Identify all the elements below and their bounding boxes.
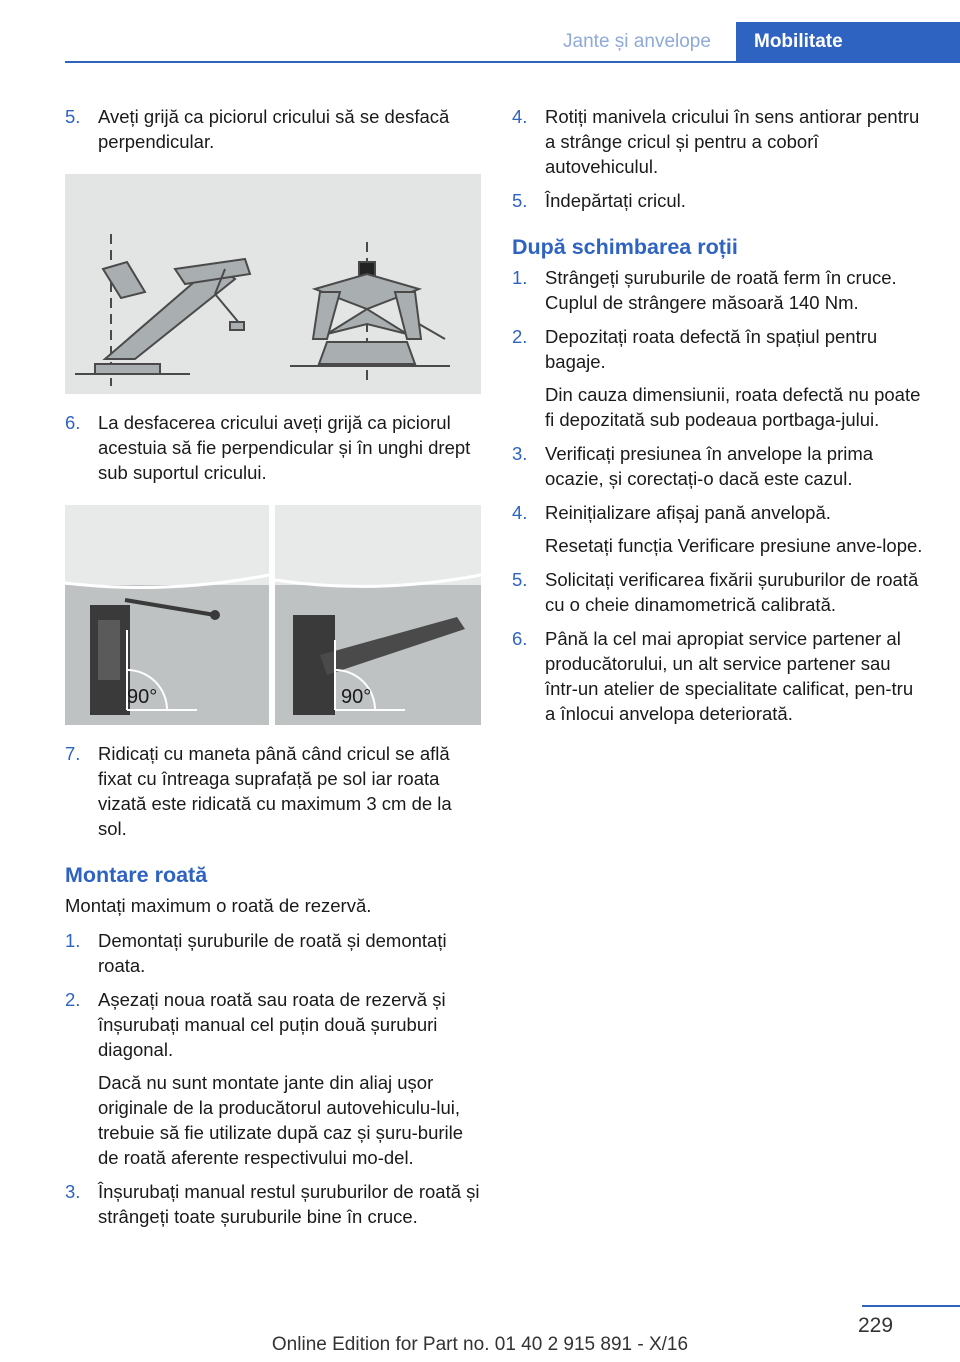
montare-step-2 <box>65 987 481 1170</box>
step-text: Depozitați roata defectă în spațiul pentru bagaje. <box>545 326 878 372</box>
step-number: 6. <box>65 412 81 433</box>
step-text: Aveți grijă ca piciorul cricului să se desfacă perpendicular. <box>98 106 450 152</box>
dupa-step-4 <box>512 500 928 558</box>
continued-step-4 <box>512 104 928 179</box>
page-number: 229 <box>858 1314 894 1337</box>
montare-intro: Montați maximum o roată de rezervă. <box>65 895 372 916</box>
dupa-step-3 <box>512 441 928 491</box>
step-text: Solicitați verificarea fixării șuruburilor de roată cu o cheie dinamometrică calibrată. <box>545 569 919 615</box>
step-number: 3. <box>65 1181 81 1202</box>
step-note: Din cauza dimensiunii, roata defectă nu poate fi depozitată sub podeaua portbaga-jului. <box>545 384 921 430</box>
step-number: 5. <box>65 106 81 127</box>
dupa-step-1 <box>512 265 928 315</box>
montare-step-3 <box>65 1179 481 1229</box>
step-text: Reinițializare afișaj pană anvelopă. <box>545 502 831 523</box>
dupa-step-5 <box>512 567 928 617</box>
step-number: 1. <box>512 267 528 288</box>
angle-label-right: 90° <box>341 686 372 708</box>
jack-front-view <box>290 242 450 386</box>
step-number: 4. <box>512 106 528 127</box>
step-text: Înșurubați manual restul șuruburilor de roată și strângeți toate șuruburile bine în cruce. <box>98 1181 480 1227</box>
continued-step-5 <box>512 188 928 213</box>
step-number: 7. <box>65 743 81 764</box>
angle-panel-left <box>65 505 269 725</box>
header-rule <box>65 61 960 63</box>
step-5-item <box>65 104 481 154</box>
step-text: Rotiți manivela cricului în sens antiorar pentru a strânge cricul și pentru a coborî autovehiculul. <box>545 106 920 177</box>
step-text: Așezați noua roată sau roata de rezervă și înșurubați manual cel puțin două șuruburi diagonal. <box>98 989 446 1060</box>
step-text: Demontați șuruburile de roată și demontați roata. <box>98 930 447 976</box>
step-6-item <box>65 410 481 485</box>
step-number: 5. <box>512 190 528 211</box>
step-text: Îndepărtați cricul. <box>545 190 686 211</box>
step-text: Verificați presiunea în anvelope la prima ocazie, și corectați-o dacă este cazul. <box>545 443 874 489</box>
step-number: 5. <box>512 569 528 590</box>
angle-panel-right <box>275 505 481 725</box>
step-text: Până la cel mai apropiat service partener al producătorului, un alt service partener sau într-un atelier de specialitate calificat, pen-tru a înlocui anvelopa deteriorată. <box>545 628 914 724</box>
edition-footer: Online Edition for Part no. 01 40 2 915 891 - X/16 <box>271 1334 689 1355</box>
angle-label-left: 90° <box>127 686 158 708</box>
step-text: La desfacerea cricului aveți grijă ca piciorul acestuia să fie perpendicular și în unghi drept sub suportul cricului. <box>98 412 471 483</box>
step-number: 4. <box>512 502 528 523</box>
dupa-step-6 <box>512 626 928 726</box>
section-heading-montare: Montare roată <box>65 863 208 887</box>
right-column <box>512 104 928 735</box>
step-note: Resetați funcția Verificare presiune anve-lope. <box>545 535 923 556</box>
step-number: 2. <box>65 989 81 1010</box>
step-number: 3. <box>512 443 528 464</box>
step-note: Dacă nu sunt montate jante din aliaj ușor originale de la producătorul autovehiculu-lui, trebuie să fie utilizate după caz și șuru-burile de roată aferente respectivului mo-del. <box>98 1072 464 1168</box>
step-text: Ridicați cu maneta până când cricul se află fixat cu întreaga suprafață pe sol iar roata vizată este ridicată cu maximum 3 cm de la sol. <box>98 743 452 839</box>
jack-angle-photo <box>65 505 481 725</box>
step-7-item <box>65 741 481 841</box>
step-text: Strângeți șuruburile de roată ferm în cruce. Cuplul de strângere măsoară 140 Nm. <box>545 267 897 313</box>
footer-rule <box>862 1305 960 1307</box>
left-column <box>65 104 481 1238</box>
header-chapter-tab: Mobilitate <box>736 22 960 62</box>
jack-leg-illustration <box>65 174 481 394</box>
section-heading-dupa: După schimbarea roții <box>512 235 738 259</box>
jack-angle-illustration <box>65 505 481 725</box>
step-number: 6. <box>512 628 528 649</box>
jack-side-view <box>75 234 250 386</box>
dupa-step-2 <box>512 324 928 432</box>
step-number: 1. <box>65 930 81 951</box>
header-section-title: Jante și anvelope <box>563 31 711 52</box>
step-number: 2. <box>512 326 528 347</box>
jack-leg-figure <box>65 174 481 394</box>
montare-step-1 <box>65 928 481 978</box>
